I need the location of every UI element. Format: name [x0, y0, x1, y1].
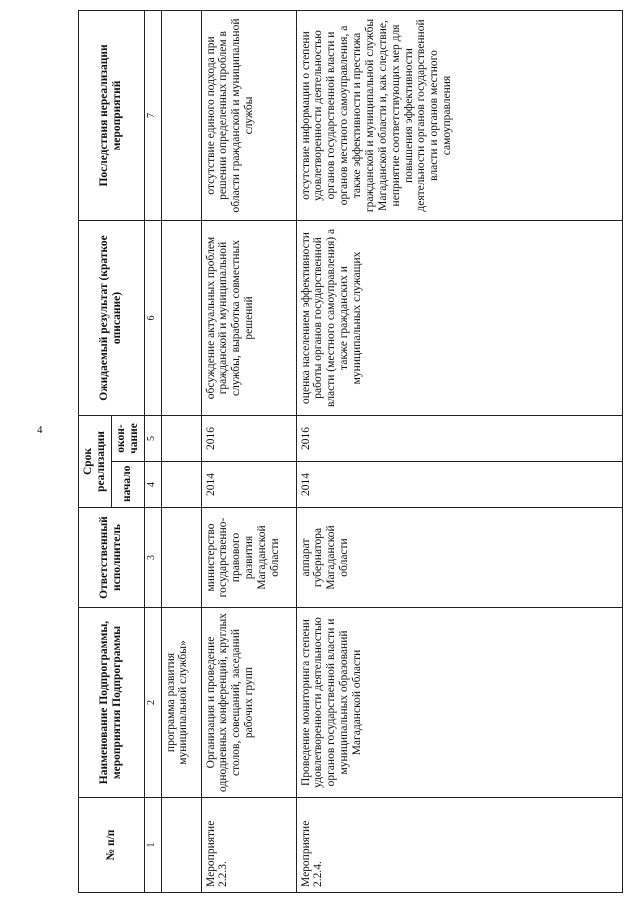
- table-row: [296, 10, 623, 892]
- page-number: 4: [37, 424, 43, 436]
- table-row: [201, 10, 296, 892]
- cell-start: 2014: [296, 462, 623, 508]
- measures-table: [78, 10, 623, 893]
- header-start: начало: [111, 462, 144, 508]
- header-end: окон-чание: [111, 415, 144, 461]
- cell-blank: [161, 220, 201, 415]
- cell-result: оценка населением эффективности работы органов государственной власти (местного самоуправления) а также гражданских и муниципальных служащих: [296, 220, 623, 415]
- column-number-row: [144, 10, 161, 892]
- column-number: 6: [144, 220, 161, 415]
- cell-blank: [161, 462, 201, 508]
- cell-executor: министерство государственно-правового развития Магаданской области: [201, 508, 296, 608]
- continuation-row: [161, 10, 201, 892]
- header-result: Ожидаемый результат (краткое описание): [79, 220, 145, 415]
- column-number: 2: [144, 608, 161, 798]
- header-row: [79, 10, 112, 892]
- cell-name-continuation: программа развития муниципальной службы»: [161, 608, 201, 798]
- header-num: № п/п: [79, 798, 145, 893]
- cell-name: Организация и проведение однодневных конференций, круглых столов, совещаний, заседаний рабочих групп: [201, 608, 296, 798]
- rotated-page-content: [78, 11, 623, 893]
- cell-name: Проведение мониторинга степени удовлетворенности деятельностью органов государственной власти и муниципальных образований Магаданской области: [296, 608, 623, 798]
- column-number: 4: [144, 462, 161, 508]
- header-consequences: Последствия нереализации мероприятий: [79, 10, 145, 220]
- column-number: 7: [144, 10, 161, 220]
- cell-end: 2016: [296, 415, 623, 461]
- cell-executor: аппарат губернатора Магаданской области: [296, 508, 623, 608]
- cell-result: обсуждение актуальных проблем гражданской и муниципальной службы, выработка совместных решений: [201, 220, 296, 415]
- cell-blank: [161, 10, 201, 220]
- cell-consequences: отсутствие единого подхода при решении определенных проблем в области гражданской и муниципальной службы: [201, 10, 296, 220]
- column-number: 3: [144, 508, 161, 608]
- cell-num: Мероприятие 2.2.4.: [296, 798, 623, 893]
- cell-blank: [161, 415, 201, 461]
- column-number: 5: [144, 415, 161, 461]
- cell-blank: [161, 798, 201, 893]
- cell-blank: [161, 508, 201, 608]
- header-period: Срок реализации: [79, 415, 112, 507]
- cell-start: 2014: [201, 462, 296, 508]
- cell-num: Мероприятие 2.2.3.: [201, 798, 296, 893]
- cell-end: 2016: [201, 415, 296, 461]
- cell-consequences: отсутствие информации о степени удовлетворенности деятельностью органов государственной власти и органов местного самоуправления, а также эффективности и престижа гражданской и муниципальной службы Магаданской области и, как следствие, неприятие соответствующих мер для повышения эффективности деятельности органов государственной власти и органов местного самоуправления: [296, 10, 623, 220]
- header-name: Наименование Подпрограммы, мероприятия Подпрограммы: [79, 608, 145, 798]
- column-number: 1: [144, 798, 161, 893]
- header-executor: Ответственный исполнитель: [79, 508, 145, 608]
